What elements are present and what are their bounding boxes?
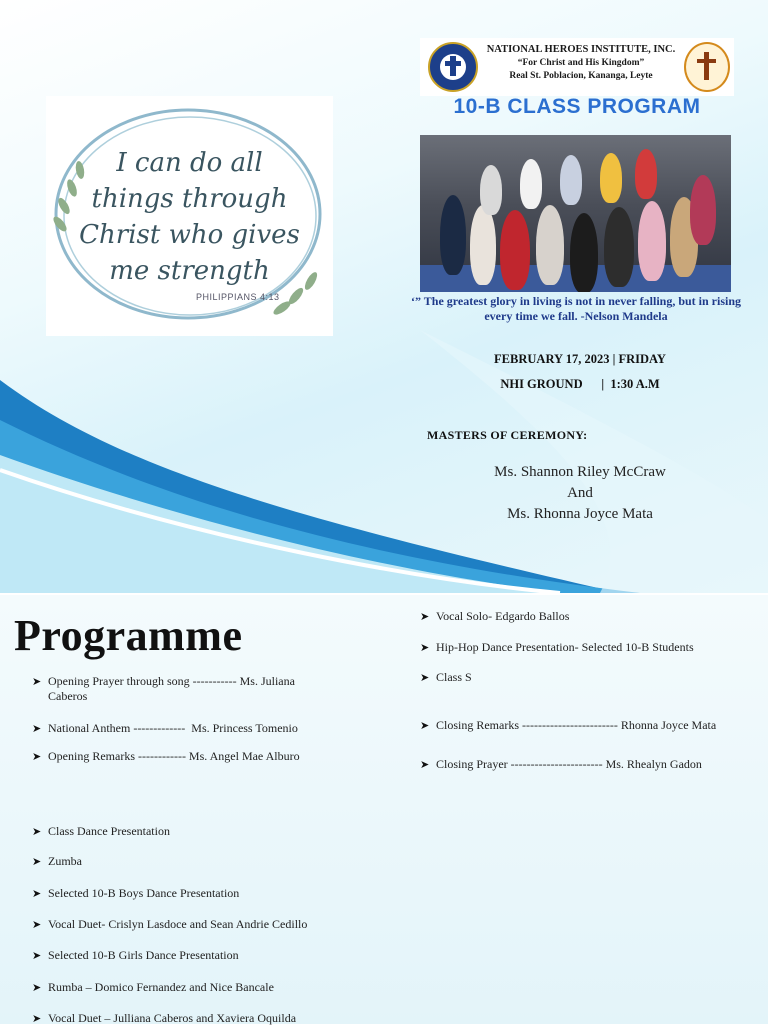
class-group-photo (420, 135, 731, 292)
arrow-bullet-icon: ➤ (420, 610, 430, 623)
emcee-joiner: And (567, 485, 593, 501)
arrow-bullet-icon: ➤ (32, 949, 42, 962)
bible-verse-card (46, 96, 333, 336)
arrow-bullet-icon: ➤ (32, 675, 42, 688)
verse-line-4: me strength (109, 256, 270, 286)
emcee-label: MASTERS OF CEREMONY: (427, 428, 588, 442)
arrow-bullet-icon: ➤ (32, 825, 42, 838)
emcee-first: Ms. Shannon Riley McCraw (494, 464, 666, 480)
programme-heading: Programme (14, 611, 243, 660)
school-name: NATIONAL HEROES INSTITUTE, INC. (486, 44, 676, 55)
arrow-bullet-icon: ➤ (32, 981, 42, 994)
school-address: Real St. Poblacion, Kananga, Leyte (509, 71, 653, 81)
program-item: ➤ National Anthem ------------- Ms. Princess Tomenio (32, 721, 298, 735)
arrow-bullet-icon: ➤ (32, 918, 42, 931)
verse-line-3: Christ who gives (79, 220, 300, 250)
arrow-bullet-icon: ➤ (420, 758, 430, 771)
arrow-bullet-icon: ➤ (420, 719, 430, 732)
arrow-bullet-icon: ➤ (420, 641, 430, 654)
arrow-bullet-icon: ➤ (32, 722, 42, 735)
school-seal-icon (428, 42, 478, 92)
program-title: 10-B CLASS PROGRAM (453, 95, 701, 118)
verse-reference: PHILIPPIANS 4:13 (196, 292, 280, 302)
verse-line-1: I can do all (116, 148, 263, 178)
arrow-bullet-icon: ➤ (32, 855, 42, 868)
arrow-bullet-icon: ➤ (32, 750, 42, 763)
emcee-second: Ms. Rhonna Joyce Mata (507, 506, 653, 522)
epigraph-quote: ‘” The greatest glory in living is not in never falling, but in rising every time we fall. -Nelson Mandela (410, 294, 742, 323)
event-venue-time: NHI GROUND | 1:30 A.M (500, 377, 660, 391)
church-logo-icon (684, 42, 730, 92)
school-motto: “For Christ and His Kingdom” (517, 58, 645, 68)
arrow-bullet-icon: ➤ (32, 1012, 42, 1025)
event-date: FEBRUARY 17, 2023 | FRIDAY (494, 352, 666, 366)
school-header (420, 38, 734, 96)
arrow-bullet-icon: ➤ (420, 671, 430, 684)
arrow-bullet-icon: ➤ (32, 887, 42, 900)
verse-line-2: things through (91, 184, 288, 214)
